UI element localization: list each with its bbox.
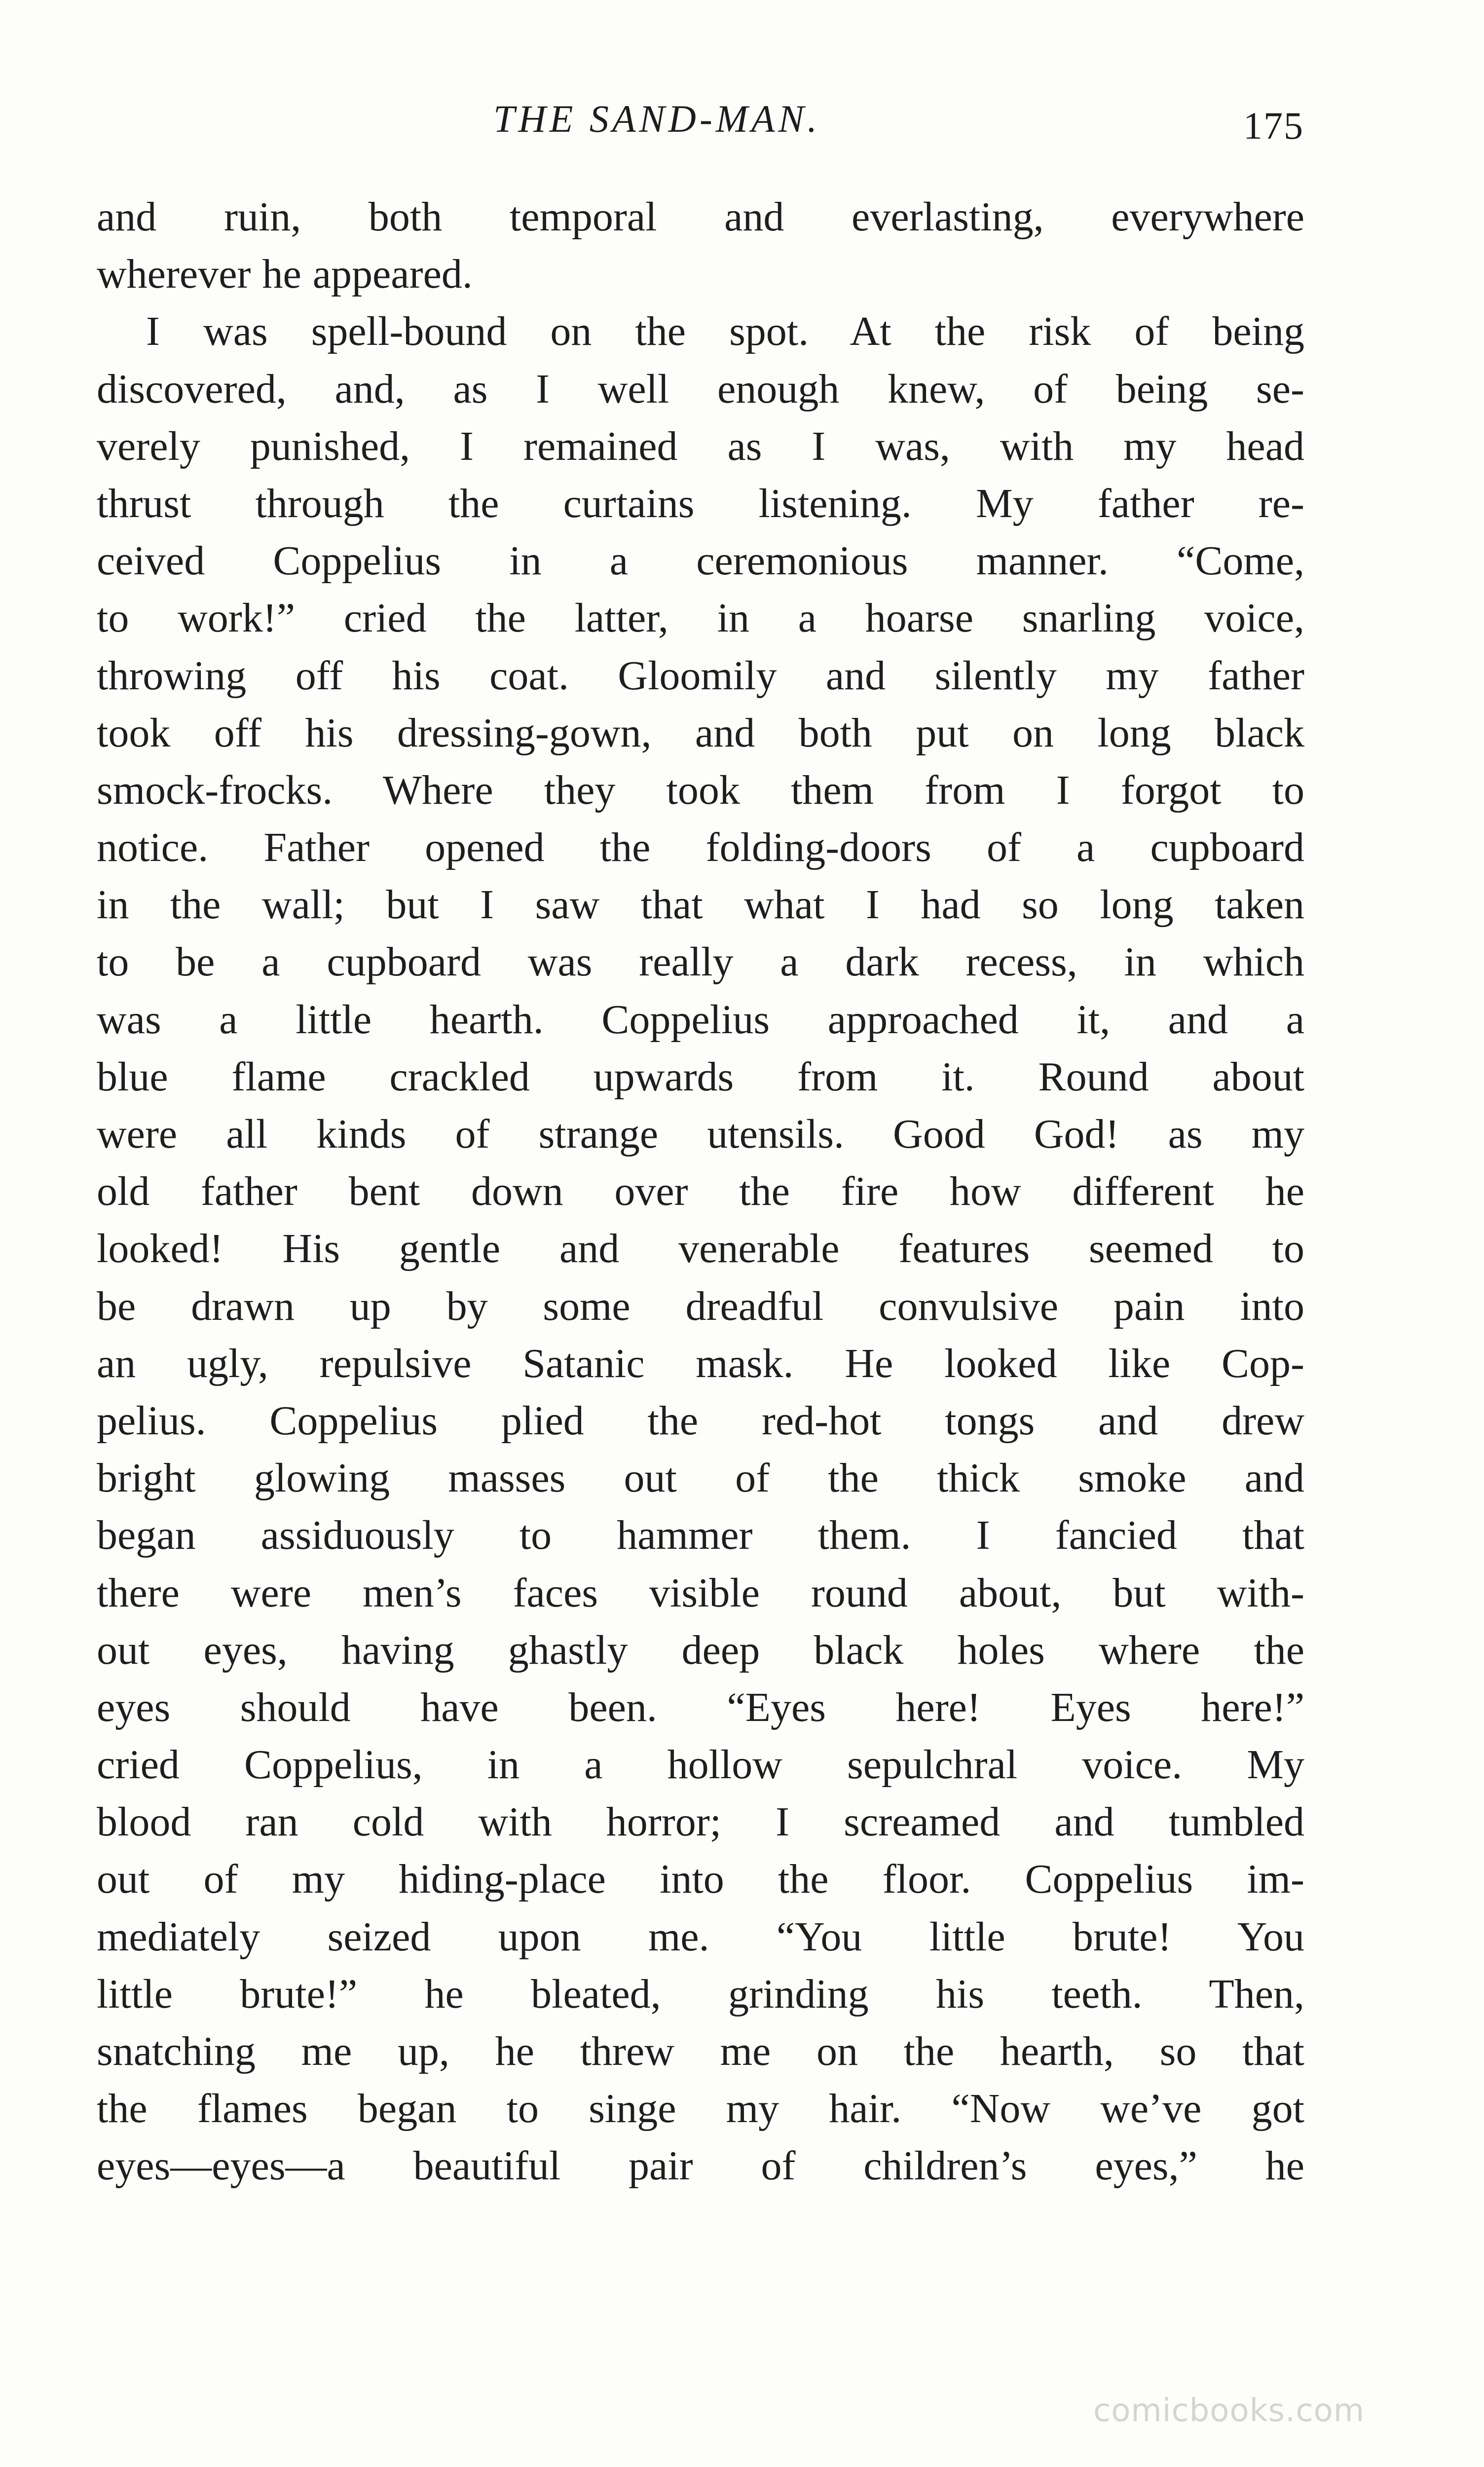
text-line: eyes—eyes—a beautiful pair of children’s eyes,” he <box>97 2143 1304 2189</box>
text-line: to work!” cried the latter, in a hoarse snarling voice, <box>97 595 1304 641</box>
text-line: thrust through the curtains listening. My father re- <box>97 480 1304 526</box>
text-line: eyes should have been. “Eyes here! Eyes here!” <box>97 1684 1304 1730</box>
text-line: mediately seized upon me. “You little brute! You <box>97 1913 1304 1960</box>
text-line: took off his dressing-gown, and both put on long black <box>97 710 1304 756</box>
text-line: blue flame crackled upwards from it. Round about <box>97 1053 1304 1100</box>
text-line: verely punished, I remained as I was, with my head <box>97 423 1304 469</box>
text-line: smock-frocks. Where they took them from I forgot to <box>97 767 1304 813</box>
text-line: be drawn up by some dreadful convulsive pain into <box>97 1283 1304 1329</box>
body-text <box>97 188 1304 2195</box>
text-line: cried Coppelius, in a hollow sepulchral voice. My <box>97 1742 1304 1788</box>
text-line: little brute!” he bleated, grinding his teeth. Then, <box>97 1971 1304 2017</box>
text-line: were all kinds of strange utensils. Good God! as my <box>97 1111 1304 1157</box>
text-line: began assiduously to hammer them. I fancied that <box>97 1512 1304 1559</box>
text-line: the flames began to singe my hair. “Now we’ve got <box>97 2086 1304 2132</box>
text-line: an ugly, repulsive Satanic mask. He looked like Cop- <box>97 1340 1304 1386</box>
text-line: I was spell-bound on the spot. At the risk of being <box>146 308 1304 355</box>
text-line: discovered, and, as I well enough knew, of being se- <box>97 366 1304 412</box>
text-line: wherever he appeared. <box>97 251 473 298</box>
text-line: pelius. Coppelius plied the red-hot tongs and drew <box>97 1397 1304 1444</box>
text-line: and ruin, both temporal and everlasting, everywhere <box>97 194 1304 240</box>
text-line: blood ran cold with horror; I screamed and tumbled <box>97 1799 1304 1845</box>
text-line: looked! His gentle and venerable features seemed to <box>97 1226 1304 1272</box>
text-line: out eyes, having ghastly deep black holes where the <box>97 1627 1304 1673</box>
running-header <box>0 92 1484 146</box>
text-line: in the wall; but I saw that what I had so long taken <box>97 882 1304 928</box>
text-line: snatching me up, he threw me on the hearth, so that <box>97 2028 1304 2074</box>
running-title: THE SAND-MAN. <box>493 97 820 140</box>
text-line: notice. Father opened the folding-doors of a cupboard <box>97 824 1304 871</box>
text-line: old father bent down over the fire how different he <box>97 1168 1304 1215</box>
text-line: bright glowing masses out of the thick smoke and <box>97 1455 1304 1501</box>
watermark: comicbooks.com <box>1093 2392 1365 2429</box>
text-line: ceived Coppelius in a ceremonious manner. “Come, <box>97 538 1304 584</box>
text-line: out of my hiding-place into the floor. Coppelius im- <box>97 1856 1304 1903</box>
text-line: to be a cupboard was really a dark recess, in which <box>97 939 1304 985</box>
text-line: was a little hearth. Coppelius approached it, and a <box>97 996 1304 1043</box>
page-number: 175 <box>1243 104 1304 147</box>
text-line: throwing off his coat. Gloomily and silently my father <box>97 652 1304 699</box>
text-line: there were men’s faces visible round about, but with- <box>97 1570 1304 1616</box>
